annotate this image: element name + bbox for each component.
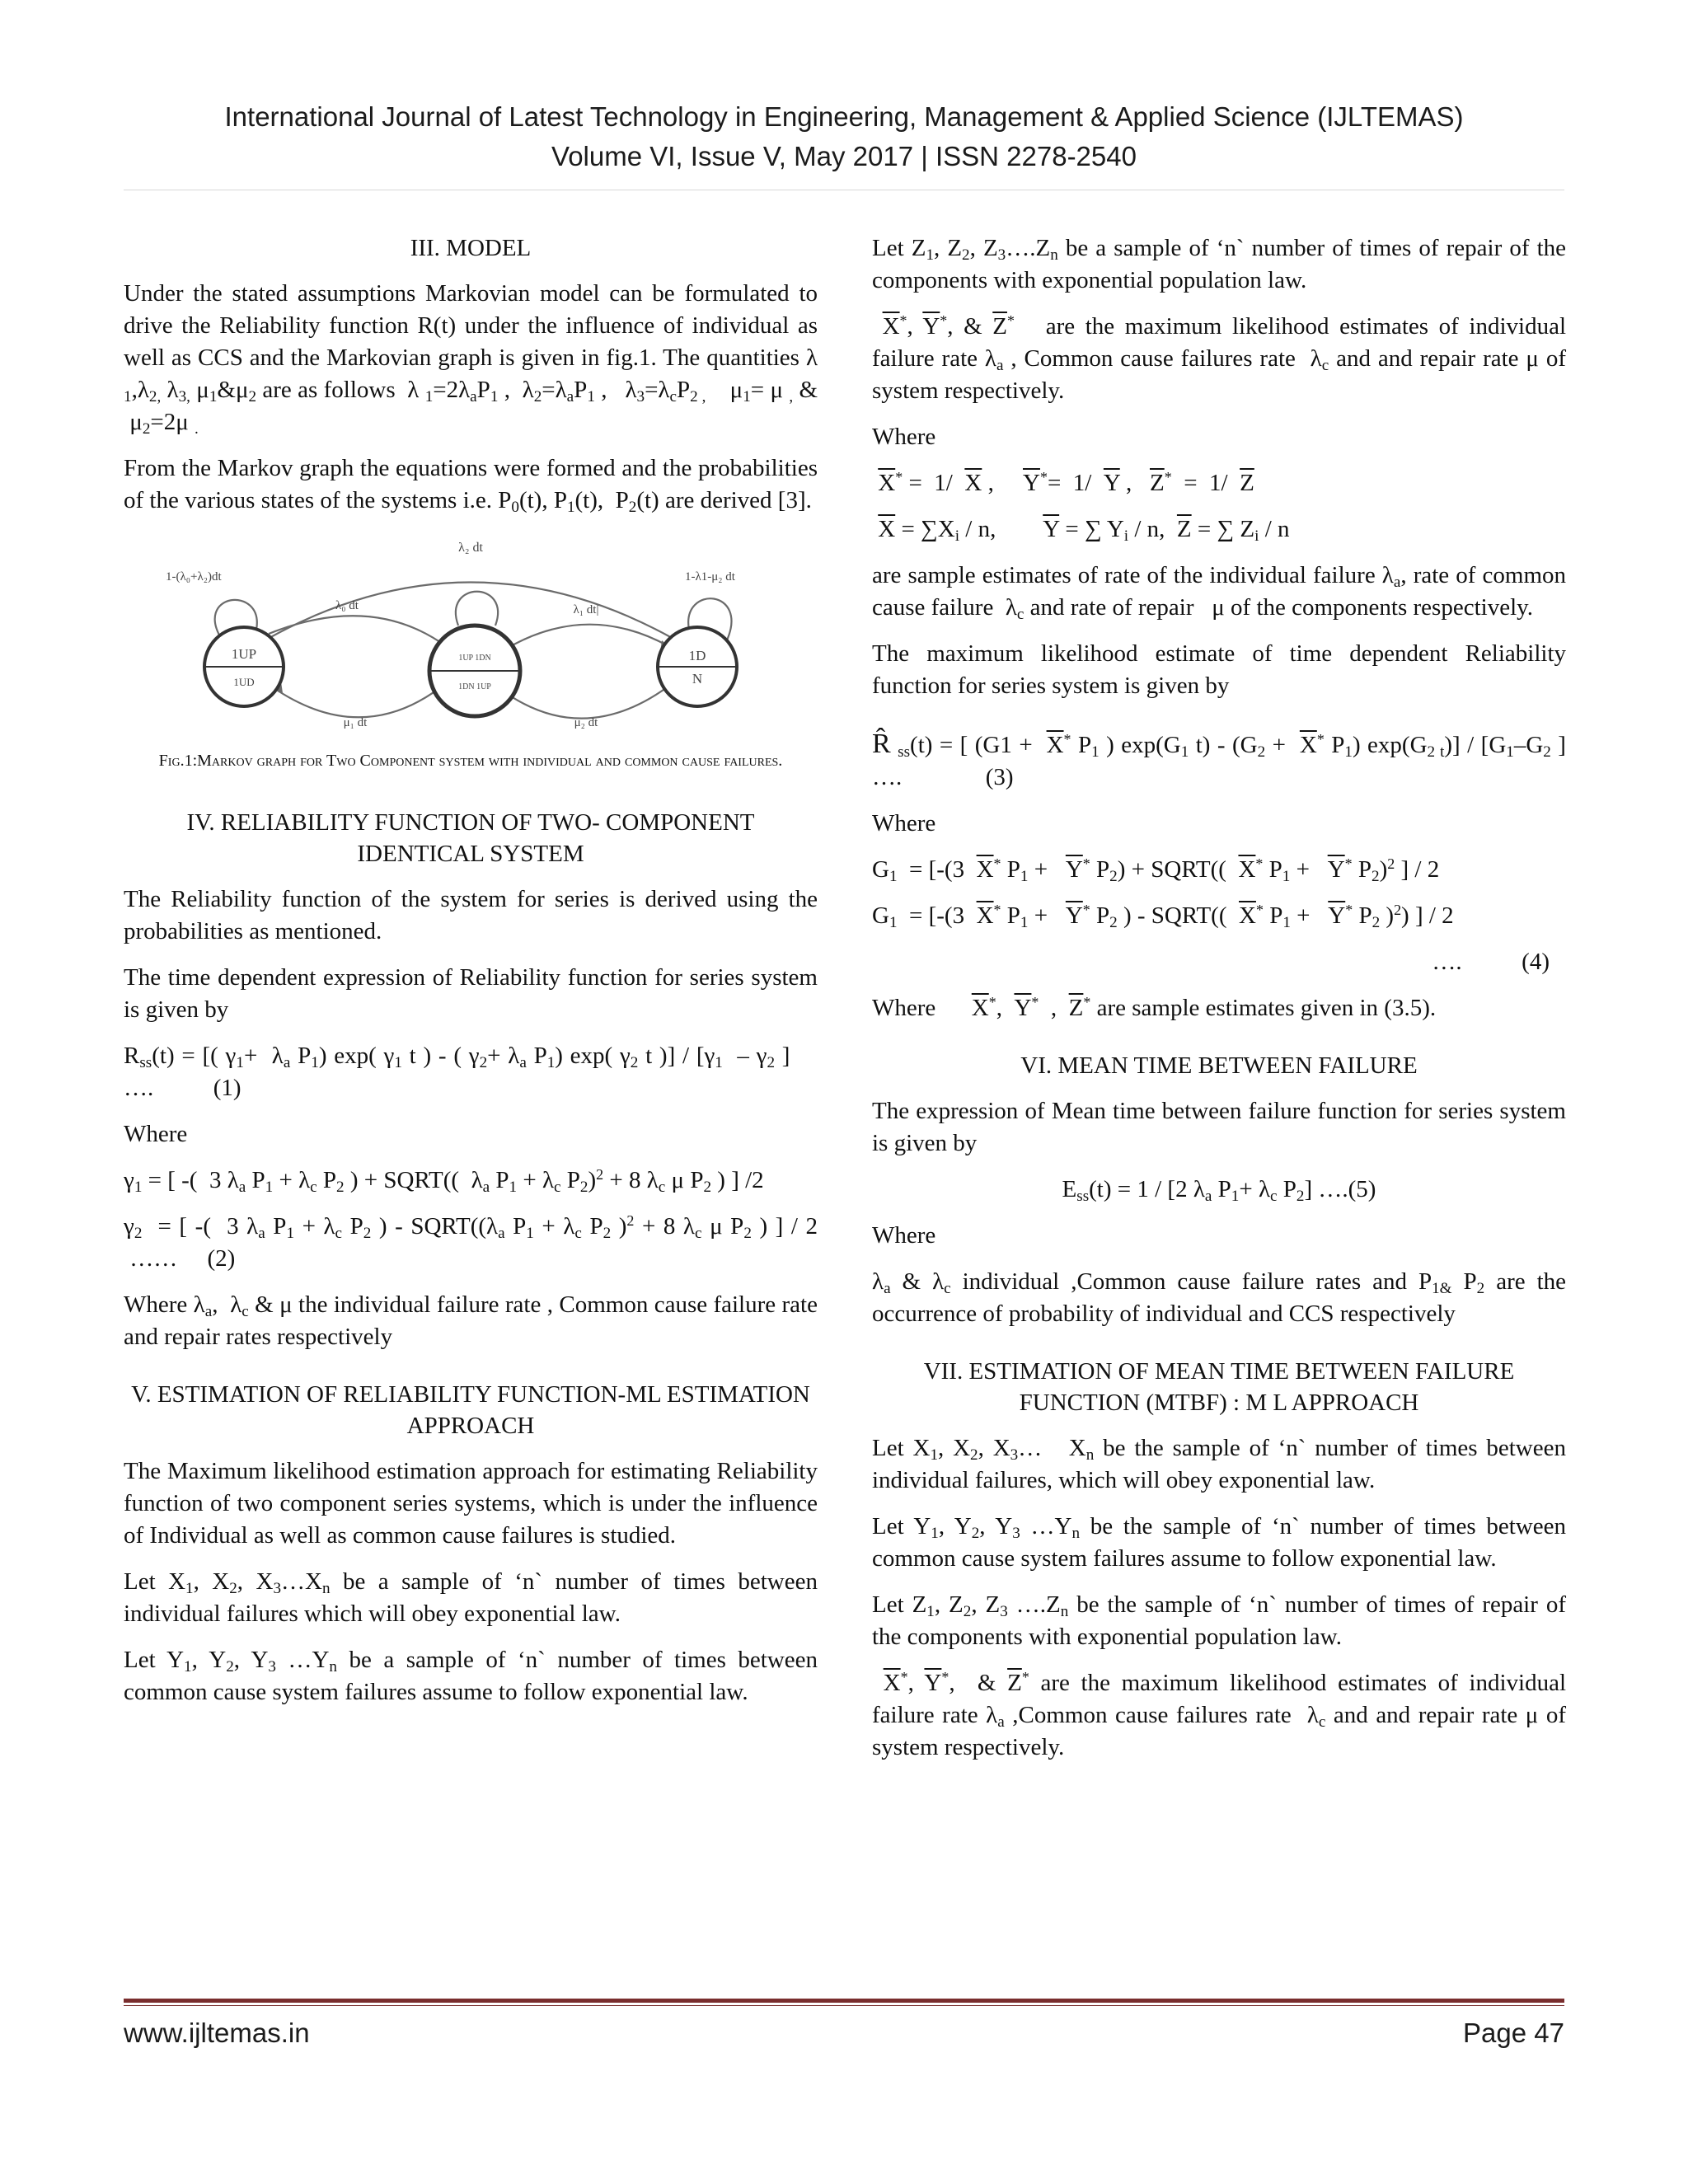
journal-title: International Journal of Latest Technology in Engineering, Management & Applied Science (IJLTEMAS) [224, 101, 1464, 132]
svg-text:1D: 1D [688, 648, 706, 663]
equation-estimates-reciprocal: $\overline{X}^* = 1/$ $\overline{X}$ , $\overline{Y}^*= 1/$ $\overline{Y}$ , $\overline{Z}^* = 1/$ $\overline{Z}$ [878, 469, 1254, 496]
svg-text:1DN 1UP: 1DN 1UP [458, 682, 491, 691]
svg-text:1UD: 1UD [233, 676, 255, 688]
paragraph-reliability-2: The time dependent expression of Reliability function for series system is given by [124, 964, 818, 1023]
section-title-ml-estimation: V. ESTIMATION OF RELIABILITY FUNCTION-ML ESTIMATION APPROACH [131, 1381, 810, 1439]
paragraph-z-sample: Let $Z_1$, $Z_2$, $Z_3\dots.Z_n$ be a sample of ‘n` number of times of repair of the components with exponential population law. [872, 235, 1567, 293]
equation-gamma1: $\gamma_1$ = [ -( 3 $\lambda_a$ $P_1 + \lambda_c$ $P_2$ ) + SQRT(( $\lambda_a$ $P_1 + \lambda_c$ $P_2)^2 + 8$ $\lambda_c$ μ $P_2$ ) ] /2 [124, 1166, 764, 1196]
paragraph-mle: $\overline{X}^*$, $\overline{Y}^*$, & $\overline{Z}^*$ are the maximum likelihood estimates of individual failure rate $\lambda_a$ , Common cause failures rate $\lambda_c$ and and repair rate μ of system respectively. [872, 312, 1567, 404]
paragraph-y-sample: Let $Y_1$, $Y_2$, $Y_3$ $\dots Y_n$ be a sample of ‘n` number of times between common cause system failures assume to follow exponential law. [124, 1647, 818, 1705]
equation-sample-means: $\overline{X} = \sum X_i / n$, $\overline{Y}$ = ∑ $Y_i$ / n, $\overline{Z}$ = ∑ $Z_i$ / n [878, 516, 1290, 545]
paragraph-model-intro: Under the stated assumptions Markovian model can be formulated to drive the Reliability function R(t) under the influence of individual as well as CCS and the Markovian graph is given in fig.1. The quantities λ $_1,\lambda_{2,}$ $\lambda_{3,}$ $\mu_1\&\mu_2$ are as follows λ $_1=2\lambda_aP_1$ , $\lambda_2=\lambda_aP_1$ , $\lambda_3=\lambda_cP_{2 ,}$ $\mu_1= \mu$ $_,$ & $\mu_2=2\mu$ $_.$ [124, 280, 818, 438]
paragraph-s7-mle: $\overline{X}^*$, $\overline{Y}^*$, & $\overline{Z}^*$ are the maximum likelihood estimates of individual failure rate $\lambda_a$ ,Common cause failures rate $\lambda_c$ and and repair rate μ of system respectively. [872, 1669, 1567, 1760]
paragraph-x-sample: Let $X_1$, $X_2$, $X_3\dots X_n$ be a sample of ‘n` number of times between individual failures which will obey exponential law. [124, 1568, 818, 1627]
equation-3: R̂ $_{ss}$(t) = [ ($G1 + \overline{X}^*$ $P_1$ ) $\exp(G_1$ $t) - (G_2 + \overline{X}^*$ $P_1$) $\exp(G_{2 t})] / [G_1-G_2$ ] …. (3) [872, 729, 1566, 790]
paragraph-rss-mle: The maximum likelihood estimate of time dependent Reliability function for series system is given by [872, 640, 1566, 699]
where-label-1: Where [124, 1121, 188, 1147]
right-column [872, 232, 1566, 1778]
svg-text:μ₁ dt: μ₁ dt [343, 716, 368, 729]
equation-4-number: …. (4) [1432, 949, 1550, 975]
paragraph-mtbf: The expression of Mean time between failure function for series system is given by [872, 1098, 1566, 1156]
footer-rule [124, 1999, 1564, 2003]
loop-middle [456, 592, 498, 626]
markov-figure [124, 535, 818, 733]
svg-text:μ₂ dt: μ₂ dt [574, 716, 598, 729]
left-column [124, 232, 818, 1722]
arc-lambda0 [269, 616, 446, 646]
svg-text:λ₀ dt: λ₀ dt [335, 599, 359, 612]
section-title-model: III. MODEL [410, 235, 532, 261]
equation-g2: $G_1 = [-(3$ $\overline{X}^*$ $P_1 + \overline{Y}^*$ $P_2$ ) - SQRT(( $\overline{X}^*$ $P_1 + \overline{Y}^*$ $P_2$ )$^2$) ] / 2 [872, 902, 1454, 931]
footer-rule-thin [124, 2005, 1564, 2006]
markov-graph-diagram [157, 535, 784, 733]
where-label-2: Where [872, 424, 936, 450]
svg-text:1-(λ₀+λ₂)dt: 1-(λ₀+λ₂)dt [166, 570, 222, 583]
svg-text:1UP: 1UP [231, 646, 257, 662]
paragraph-model-graph: From the Markov graph the equations were formed and the probabilities of the various states of the systems i.e. $P_0(t)$, $P_1(t)$, $P_2(t)$ are derived [3]. [124, 455, 818, 516]
paragraph-s7-x: Let $X_1$, $X_2$, $X_3\dots$ $X_n$ be the sample of ‘n` number of times between individual failures, which will obey exponential law. [872, 1435, 1566, 1493]
equation-5: $E_{ss}(t) = 1 / [2$ $\lambda_a$ $P_1+ \lambda_c$ $P_2$] ….(5) [1062, 1176, 1376, 1205]
paragraph-sample-estimates: are sample estimates of rate of the individual failure $\lambda_a$, rate of common cause failure $\lambda_c$ and rate of repair μ of the components respectively. [872, 562, 1566, 623]
arc-lambda1 [504, 625, 668, 650]
paragraph-reliability-1: The Reliability function of the system for series is derived using the probabilities as mentioned. [124, 886, 818, 944]
svg-text:λ₁ dt|: λ₁ dt| [573, 603, 599, 616]
svg-text:1UP 1DN: 1UP 1DN [458, 654, 491, 663]
equation-g1: $G_1 = [-(3$ $\overline{X}^*$ $P_1 + \overline{Y}^*$ $P_2$) + SQRT(( $\overline{X}^*$ $P_1 + \overline{Y}^*$ $P_2)^2$ ] / 2 [872, 855, 1440, 885]
equation-1: $R_{ss}(t)$ = [( $\gamma_1+ \lambda_a$ $P_1$) exp( $\gamma_1$ t ) - ( $\gamma_2+ \lambda_a$ $P_1$) exp( $\gamma_2$ t )] / [$\gamma_1 - \gamma_2$ ] …. (1) [124, 1043, 818, 1101]
paragraph-s7-y: Let $Y_1$, $Y_2$, $Y_3$ $\dots Y_n$ be the sample of ‘n` number of times between common cause system failures assume to follow exponential law. [872, 1513, 1567, 1572]
paragraph-mtbf-where: $\lambda_a$ & $\lambda_c$ individual ,Common cause failure rates and $P_{1\&}$ $P_2$ are the occurrence of probability of individual and CCS respectively [872, 1268, 1567, 1327]
section-title-reliability: IV. RELIABILITY FUNCTION OF TWO- COMPONENT IDENTICAL SYSTEM [186, 809, 755, 867]
section-title-mtbf-ml: VII. ESTIMATION OF MEAN TIME BETWEEN FAILURE FUNCTION (MTBF) : M L APPROACH [923, 1358, 1515, 1416]
footer-page-number: Page 47 [1463, 2018, 1564, 2048]
journal-issue: Volume VI, Issue V, May 2017 | ISSN 2278-2540 [551, 141, 1137, 171]
paragraph-where-rates: Where $\lambda_a$, $\lambda_c$ & μ the individual failure rate , Common cause failure rate and repair rates respectively [124, 1291, 818, 1350]
svg-text:N: N [692, 671, 703, 687]
section-title-mtbf: VI. MEAN TIME BETWEEN FAILURE [1020, 1052, 1418, 1079]
where-label-3: Where [872, 810, 936, 837]
where-label-4: Where [872, 1222, 936, 1249]
arc-mu2 [504, 683, 673, 719]
equation-gamma2: $\gamma_2$ = [ -( 3 $\lambda_a$ $P_1 + \lambda_c$ $P_2$ ) - $SQRT((\lambda_a$ $P_1 + \lambda_c$ $P_2$ )$^2$ + 8 $\lambda_c$ μ $P_2$ ) ] / 2 …… (2) [124, 1212, 818, 1272]
journal-header [124, 97, 1564, 176]
figure-caption: Fig.1:Markov graph for Two Component system with individual and common cause failures. [158, 752, 783, 770]
paragraph-s7-z: Let $Z_1$, $Z_2$, $Z_3$ $\dots.Z_n$ be the sample of ‘n` number of times of repair of the components with exponential population law. [872, 1591, 1566, 1650]
paragraph-ml-intro: The Maximum likelihood estimation approach for estimating Reliability function of two component series systems, which is under the influence of Individual as well as common cause failures is studied. [124, 1458, 818, 1549]
footer-website: www.ijltemas.in [124, 2018, 310, 2048]
svg-text:1-λ1-μ₂ dt: 1-λ1-μ₂ dt [685, 570, 735, 583]
svg-text:λ₂ dt: λ₂ dt [458, 541, 483, 555]
paragraph-sample-ref: Where $\overline{X}^*$, $\overline{Y}^*$ , $\overline{Z}^*$ are sample estimates given in (3.5). [872, 994, 1437, 1021]
arc-mu1 [273, 683, 446, 717]
